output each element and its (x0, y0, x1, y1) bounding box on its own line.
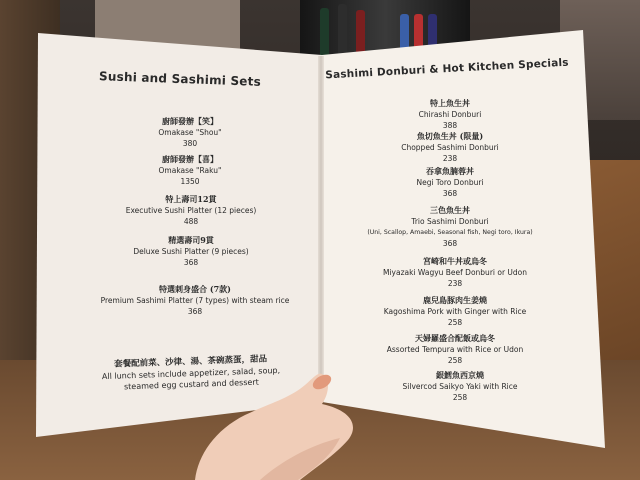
item-name-cn: 天婦羅盛合配飯或烏冬 (415, 333, 495, 343)
item-name-cn: 銀鱈魚西京燒 (436, 370, 484, 380)
item-price: 258 (447, 356, 463, 365)
item-price: 258 (447, 318, 463, 327)
item-name-en: Premium Sashimi Platter (7 types) with steam rice (100, 296, 290, 305)
item-name-cn: 廚師發辦【笑】 (162, 116, 218, 126)
item-name-cn: 吞拿魚腩蓉丼 (426, 166, 474, 176)
item-name-cn: 魚切魚生丼 (限量) (416, 131, 484, 141)
item-price: 238 (442, 154, 458, 163)
item-price: 388 (442, 121, 458, 130)
item-price: 238 (447, 279, 463, 288)
item-name-cn: 三色魚生丼 (430, 205, 470, 215)
item-name-cn: 精選壽司9貫 (168, 235, 214, 245)
item-name-en: Assorted Tempura with Rice or Udon (386, 345, 524, 354)
item-name-cn: 宮崎和牛丼或烏冬 (423, 256, 487, 266)
item-name-en: Chopped Sashimi Donburi (401, 143, 499, 152)
item-name-en: Deluxe Sushi Platter (9 pieces) (133, 247, 249, 256)
item-price: 368 (442, 189, 458, 198)
item-price: 368 (183, 258, 199, 267)
item-name-cn: 特選刺身盛合 (7款) (159, 284, 231, 294)
item-name-en: Omakase "Raku" (158, 166, 222, 175)
right-page-title: Sashimi Donburi & Hot Kitchen Specials (324, 56, 570, 82)
item-price: 1350 (180, 177, 200, 186)
left-page-title: Sushi and Sashimi Sets (98, 69, 262, 89)
item-name-cn: 廚師發辦【喜】 (162, 154, 218, 164)
item-name-cn: 鹿兒島豚肉生姜燒 (423, 295, 487, 305)
item-price: 380 (182, 139, 198, 148)
item-name-cn: 特上魚生丼 (430, 98, 470, 108)
item-name-en: Kagoshima Pork with Ginger with Rice (383, 307, 527, 316)
note-cn: 套餐配前菜、沙律、湯、茶碗蒸蛋，甜品 (113, 354, 268, 370)
item-name-en: Trio Sashimi Donburi (411, 217, 489, 226)
note-en-line1: All lunch sets include appetizer, salad, soup, (101, 365, 281, 382)
item-price: 488 (183, 217, 199, 226)
item-name-en: Miyazaki Wagyu Beef Donburi or Udon (382, 268, 528, 277)
item-name-en: Silvercod Saikyo Yaki with Rice (402, 382, 518, 391)
item-name-en: Executive Sushi Platter (12 pieces) (125, 206, 257, 215)
item-name-cn: 特上壽司12貫 (165, 194, 217, 204)
item-price: 258 (452, 393, 468, 402)
item-name-en: Negi Toro Donburi (416, 178, 484, 187)
note-en-line2: steamed egg custard and dessert (123, 377, 259, 392)
item-name-en: Omakase "Shou" (158, 128, 222, 137)
hand-shape (195, 374, 353, 480)
item-price: 368 (187, 307, 203, 316)
item-price: 368 (442, 239, 458, 248)
item-description: (Uni, Scallop, Amaebi, Seasonal fish, Negi toro, Ikura) (367, 229, 533, 236)
item-name-en: Chirashi Donburi (418, 110, 482, 119)
